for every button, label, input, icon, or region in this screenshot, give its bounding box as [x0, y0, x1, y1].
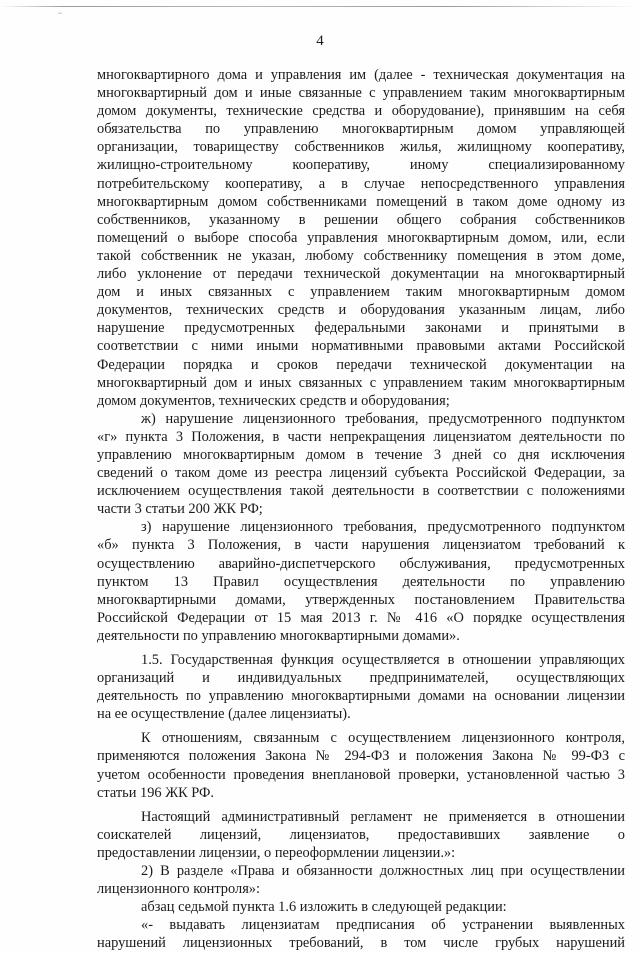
- text-line: «- выдавать лицензиатам предписания об устранении выявленных: [141, 917, 625, 934]
- text-line: такой собственник не указан, любому собственнику помещения в этом доме,: [97, 247, 625, 264]
- text-line: осуществлению аварийно-диспетчерского обслуживания, предусмотренных: [97, 555, 625, 572]
- text-line: жилищно-строительному кооперативу, иному специализированному: [97, 157, 625, 174]
- text-line: многоквартирного дома и управления им (далее - техническая документация на: [97, 67, 625, 83]
- text-line: К отношениям, связанным с осуществлением лицензионного контроля,: [141, 730, 625, 747]
- text-line: ж) нарушение лицензионного требования, предусмотренного подпунктом: [141, 410, 625, 427]
- text-line: нарушений лицензионных требований, в том числе грубых нарушений: [97, 935, 625, 952]
- text-line: деятельность по управлению многоквартирными домами на основании лицензии: [97, 688, 625, 705]
- text-line: документов, технических средств и оборудования указанным лицам, либо: [97, 302, 625, 319]
- text-line: на ее осуществление (далее лицензиаты).: [97, 706, 351, 723]
- text-line: деятельности по управлению многоквартирными домами».: [97, 627, 460, 644]
- text-line: учетом особенности проведения внеплановой проверки, установленной частью 3: [97, 766, 625, 783]
- text-line: статьи 196 ЖК РФ.: [97, 784, 215, 801]
- text-line: абзац седьмой пункта 1.6 изложить в следующей редакции:: [141, 899, 507, 916]
- text-line: «г» пункта 3 Положения, в части непрекращения лицензиатом деятельности по: [97, 428, 625, 445]
- text-line: помещений о выборе способа управления многоквартирным домом, или, если: [97, 229, 625, 246]
- text-line: многоквартирным домом собственниками помещений в таком доме одному из: [97, 193, 625, 210]
- text-line: многоквартирный дом и иных связанных с управлением таким многоквартирным: [97, 374, 625, 391]
- text-line: либо уклонение от передачи технической документации на многоквартирный: [97, 266, 625, 283]
- text-line: Российской Федерации от 15 мая 2013 г. № 416 «О порядке осуществления: [97, 609, 625, 626]
- text-line: многоквартирный дом и иные связанные с управлением таким многоквартирным: [97, 85, 625, 102]
- text-line: домом документы, технические средства и оборудование), принявшим на себя: [97, 103, 625, 120]
- text-line: 2) В разделе «Права и обязанности должностных лиц при осуществлении: [141, 863, 625, 880]
- text-line: 1.5. Государственная функция осуществляется в отношении управляющих: [141, 652, 625, 668]
- text-line: дом и иных связанных с управлением таким многоквартирным домом: [97, 284, 625, 301]
- scan-edge-line: [0, 6, 640, 7]
- text-line: пунктом 13 Правил осуществления деятельности по управлению: [97, 573, 625, 590]
- text-line: Настоящий административный регламент не применяется в отношении: [141, 808, 625, 825]
- text-line: многоквартирными домами, утвержденных постановлением Правительства: [97, 591, 625, 608]
- text-line: части 3 статьи 200 ЖК РФ;: [97, 501, 263, 518]
- document-body: [97, 66, 625, 953]
- text-line: организации, товариществу собственников жилья, жилищному кооперативу,: [97, 139, 625, 156]
- text-line: применяются положения Закона № 294-ФЗ и положения Закона № 99-ФЗ с: [97, 748, 625, 765]
- page-number: 4: [316, 33, 324, 49]
- text-line: управлению многоквартирным домом в течение 3 дней со дня исключения: [97, 446, 625, 463]
- text-line: исключением осуществления такой деятельности в соответствии с положениями: [97, 483, 625, 500]
- text-line: соответствии с ними иными нормативными правовыми актами Российской: [97, 338, 625, 355]
- text-line: Федерации порядка и сроков передачи технической документации на: [97, 356, 625, 373]
- text-line: собственников, указанному в решении общего собрания собственников: [97, 211, 625, 228]
- corner-mark: ~: [58, 10, 62, 18]
- text-line: организаций и индивидуальных предпринимателей, осуществляющих: [97, 670, 625, 687]
- text-line: предоставлении лицензии, о переоформлении лицензии.»:: [97, 844, 456, 861]
- text-line: «б» пункта 3 Положения, в части нарушения лицензиатом требований к: [97, 537, 625, 554]
- text-line: нарушение предусмотренных федеральными законами и принятыми в: [97, 320, 625, 337]
- text-line: з) нарушение лицензионного требования, предусмотренного подпунктом: [141, 519, 625, 536]
- text-line: сведений о таком доме из реестра лицензий субъекта Российской Федерации, за: [97, 465, 625, 482]
- text-line: соискателей лицензий, лицензиатов, предоставивших заявление о: [97, 826, 625, 843]
- text-line: домом документов, технических средств и оборудования;: [97, 392, 450, 409]
- text-line: обязательства по управлению многоквартирным домом управляющей: [97, 121, 625, 138]
- text-line: лицензионного контроля»:: [97, 881, 261, 898]
- text-line: потребительскому кооперативу, а в случае непосредственного управления: [97, 175, 625, 192]
